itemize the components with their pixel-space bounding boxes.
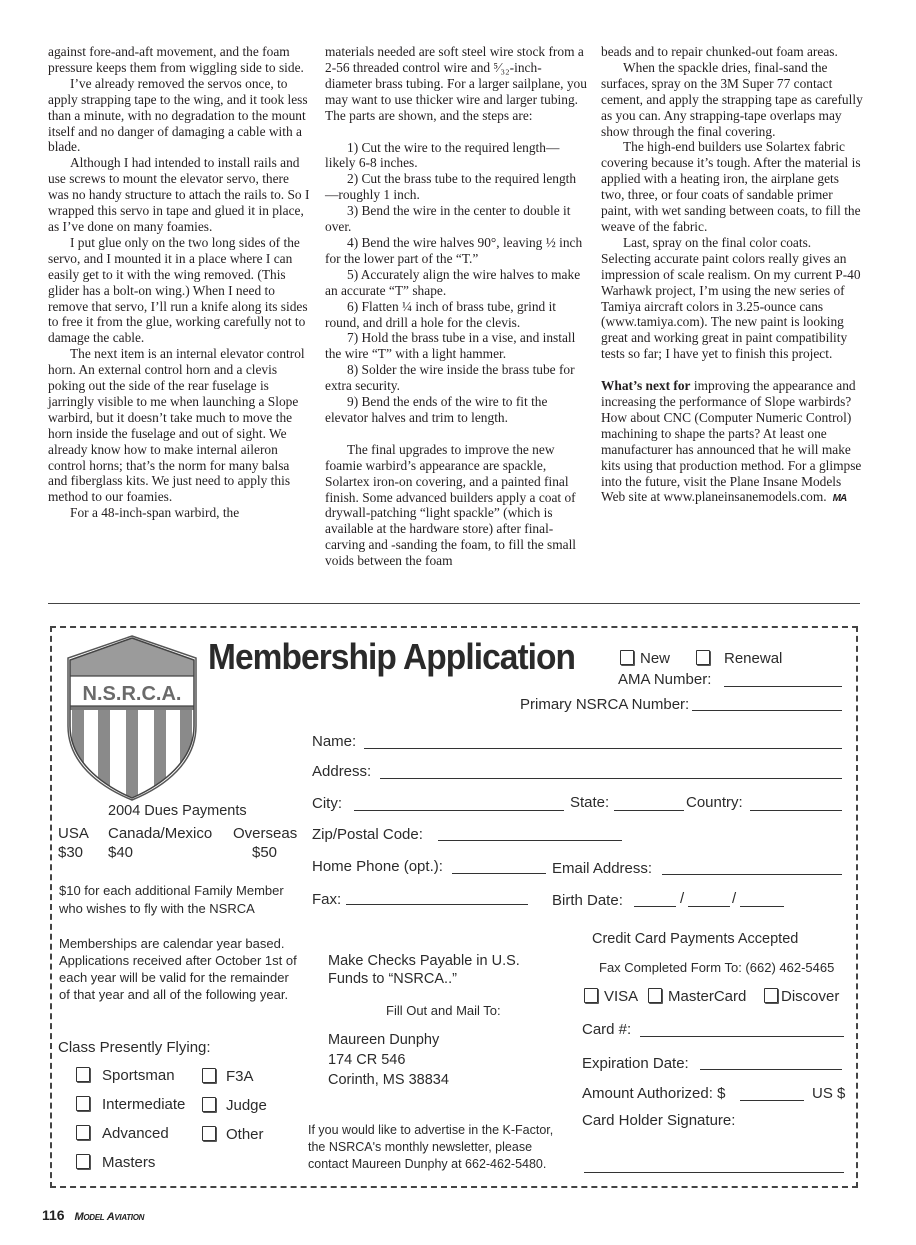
advertise-note-line: contact Maureen Dunphy at 662-462-5480.	[308, 1157, 547, 1171]
ama-number-field[interactable]	[724, 686, 842, 687]
amount-authorized-label: Amount Authorized: $	[582, 1085, 726, 1102]
checkbox-discover[interactable]	[764, 988, 778, 1003]
step-item: 8) Solder the wire inside the brass tube for extra security.	[325, 362, 575, 394]
city-label: City:	[312, 795, 342, 812]
section-divider	[48, 603, 860, 604]
step-item: 5) Accurately align the wire halves to make an accurate “T” shape.	[325, 266, 581, 298]
cut-line-left	[50, 626, 52, 1188]
cut-line-top	[50, 626, 858, 628]
city-field[interactable]	[354, 810, 564, 811]
paragraph: For a 48-inch-span warbird, the	[70, 505, 240, 521]
end-mark: MA	[832, 493, 847, 505]
article-column-2	[325, 44, 587, 569]
date-separator: /	[732, 890, 737, 907]
dues-title: 2004 Dues Payments	[108, 803, 247, 819]
fax-label: Fax:	[312, 891, 342, 908]
address-field[interactable]	[380, 778, 842, 779]
cut-line-right	[856, 626, 858, 1188]
dues-region-usa: USA	[58, 825, 89, 842]
paragraph: The next item is an internal elevator control horn. An external control horn and a clevis poking out the side of the rear fuselage is jarringly visible to me when launching a Slope warbird, but it doesn’t take much to move the horn inside the fuselage and out of sight. We already know how to make internal aileron control horns; that’s the norm for many balsa and fiberglass kits. We just need to apply this method to our foamies.	[48, 346, 305, 505]
dues-region-overseas: Overseas	[233, 825, 298, 842]
birth-month-field[interactable]	[634, 906, 676, 907]
whats-next-lead: What’s next for	[601, 378, 691, 394]
card-option-visa[interactable]: VISA	[584, 988, 638, 1005]
cut-line-bottom	[50, 1186, 858, 1188]
checkbox-advanced[interactable]	[76, 1125, 90, 1140]
step-item: 4) Bend the wire halves 90°, leaving ½ inch for the lower part of the “T.”	[325, 234, 583, 266]
calendar-note-line: Memberships are calendar year based.	[59, 936, 285, 951]
dues-price-overseas: $50	[252, 844, 278, 861]
class-option-advanced[interactable]: Advanced	[76, 1125, 169, 1142]
checkbox-other[interactable]	[202, 1126, 216, 1141]
primary-nsrca-field[interactable]	[692, 710, 842, 711]
dues-price-canada-mexico: $40	[108, 844, 134, 861]
signature-label: Card Holder Signature:	[582, 1112, 736, 1129]
paragraph: materials needed are soft steel wire stock from a 2-56 threaded control wire and ⁵⁄₃₂-inch-diameter brass tubing. For a larger sailplane, you may want to use thicker wire and larger tubing. The parts are shown, and the steps are:	[325, 44, 587, 123]
paragraph: The final upgrades to improve the new foamie warbird’s appearance are spackle, Solartex iron-on covering, and a painted final finish. Some advanced builders apply a coat of drywall-patching “light spackle” (which is available at the hardware store) after final-carving and -sanding the foam, to fill the small voids between the foam	[325, 441, 577, 569]
whats-next-body: improving the appearance and increasing the performance of Slope warbirds? How about CNC (Computer Numeric Control) machining to shape the parts? At least one manufacturer has announced that he will make kits using that production method. For a glimpse into the future, visit the Plane Insane Models Web site at www.planeinsanemodels.com.	[601, 378, 862, 505]
card-number-field[interactable]	[640, 1036, 844, 1037]
card-option-discover[interactable]: Discover	[764, 988, 839, 1005]
advertise-note-line: the NSRCA's monthly newsletter, please	[308, 1140, 533, 1154]
paragraph: Last, spray on the final color coats. Selecting accurate paint colors really gives an impression of scale realism. On my current P-40 Warhawk project, I’m using the new series of Tamiya aircraft colors in 3.25-ounce cans (www.tamiya.com). The new paint is looking great and working great in paint compatibility tests so far; I have yet to finish this project.	[601, 234, 861, 362]
mail-address-line: 174 CR 546	[328, 1052, 406, 1068]
step-item: 6) Flatten ¼ inch of brass tube, grind it round, and drill a hole for the clevis.	[325, 298, 557, 330]
family-note-line: who wishes to fly with the NSRCA	[59, 901, 255, 916]
paragraph: The high-end builders use Solartex fabric covering because it’s tough. After the material is applied with a heating iron, the airplane gets two, three, or four coats of sandable primer paint, with wet sanding between coats, to fill the weave of the fabric.	[601, 139, 861, 234]
step-item: 2) Cut the brass tube to the required length—roughly 1 inch.	[325, 171, 577, 203]
mail-address-line: Corinth, MS 38834	[328, 1072, 449, 1088]
birth-day-field[interactable]	[688, 906, 730, 907]
class-option-other[interactable]: Other	[202, 1126, 264, 1143]
whats-next-paragraph	[601, 378, 863, 507]
step-item: 3) Bend the wire in the center to double it over.	[325, 203, 571, 235]
class-option-judge[interactable]: Judge	[202, 1097, 267, 1114]
checkbox-mastercard[interactable]	[648, 988, 662, 1003]
class-option-intermediate[interactable]: Intermediate	[76, 1096, 185, 1113]
zip-label: Zip/Postal Code:	[312, 826, 423, 843]
signature-field[interactable]	[584, 1172, 844, 1173]
country-field[interactable]	[750, 810, 842, 811]
page-number: 116	[42, 1207, 65, 1223]
fax-form-line: Fax Completed Form To: (662) 462-5465	[599, 960, 835, 975]
address-label: Address:	[312, 763, 372, 780]
expiration-field[interactable]	[700, 1069, 842, 1070]
country-label: Country:	[686, 794, 743, 811]
state-field[interactable]	[614, 810, 684, 811]
mail-address-line: Maureen Dunphy	[328, 1032, 440, 1048]
step-item: 7) Hold the brass tube in a vise, and install the wire “T” with a light hammer.	[325, 330, 576, 362]
amount-field[interactable]	[740, 1100, 804, 1101]
family-note-line: $10 for each additional Family Member	[59, 883, 284, 898]
class-option-masters[interactable]: Masters	[76, 1154, 155, 1171]
page-footer	[42, 1207, 144, 1223]
home-phone-label: Home Phone (opt.):	[312, 858, 443, 875]
class-flying-title: Class Presently Flying:	[58, 1039, 211, 1056]
step-item: 1) Cut the wire to the required length—likely 6-8 inches.	[325, 139, 560, 171]
mail-to-label: Fill Out and Mail To:	[386, 1003, 501, 1018]
renewal-option[interactable]: Renewal	[696, 650, 782, 667]
paragraph: When the spackle dries, final-sand the surfaces, spray on the 3M Super 77 contact cement, and apply the strapping tape as carefully as you can. Any strapping-tape overlaps may show through the final covering.	[601, 59, 863, 139]
date-separator: /	[680, 890, 685, 907]
new-option[interactable]: New	[620, 650, 670, 667]
paragraph: beads and to repair chunked-out foam areas.	[601, 44, 838, 59]
name-label: Name:	[312, 733, 357, 750]
article-column-3	[601, 44, 863, 507]
checkbox-visa[interactable]	[584, 988, 598, 1003]
home-phone-field[interactable]	[452, 873, 546, 874]
birth-date-label: Birth Date:	[552, 892, 623, 909]
card-number-label: Card #:	[582, 1021, 632, 1038]
calendar-note-line: Applications received after October 1st of	[59, 953, 297, 968]
magazine-name: Model Aviation	[74, 1211, 145, 1223]
checkbox-sportsman[interactable]	[76, 1067, 90, 1082]
calendar-note-line: of that year and all of the following year.	[59, 987, 289, 1002]
step-item: 9) Bend the ends of the wire to fit the elevator halves and trim to length.	[325, 394, 548, 425]
checkbox-masters[interactable]	[76, 1154, 90, 1169]
checkbox-new[interactable]	[620, 650, 634, 665]
checkbox-renewal[interactable]	[696, 650, 710, 665]
ama-number-label: AMA Number:	[618, 671, 712, 688]
dues-price-usa: $30	[58, 844, 84, 861]
birth-year-field[interactable]	[740, 906, 784, 907]
name-field[interactable]	[364, 748, 842, 749]
email-label: Email Address:	[552, 860, 653, 877]
class-option-f3a[interactable]: F3A	[202, 1068, 254, 1085]
checkbox-intermediate[interactable]	[76, 1096, 90, 1111]
expiration-label: Expiration Date:	[582, 1055, 689, 1072]
card-option-mastercard[interactable]: MasterCard	[648, 988, 746, 1005]
state-label: State:	[570, 794, 610, 811]
dues-region-canada-mexico: Canada/Mexico	[108, 825, 213, 842]
fax-field[interactable]	[346, 904, 528, 905]
paragraph: I put glue only on the two long sides of the servo, and I mounted it in a place where I can easily get to it with the wing removed. (This glider has a bolt-on wing.) When I need to remove that servo, I’ll run a knife along its sides to free it from the glue, working carefully not to damage the cable.	[48, 234, 308, 346]
nsrca-shield-logo	[64, 634, 200, 802]
paragraph: I’ve already removed the servos once, to apply strapping tape to the wing, and it took less than a minute, with no degradation to the mount itself and no danger of damaging a cable with a blade.	[48, 75, 308, 155]
amount-currency-suffix: US $	[812, 1085, 846, 1102]
checkbox-judge[interactable]	[202, 1097, 216, 1112]
calendar-note-line: each year will be valid for the remainder	[59, 970, 289, 985]
primary-nsrca-label: Primary NSRCA Number:	[520, 696, 690, 713]
email-field[interactable]	[662, 874, 842, 875]
class-option-sportsman[interactable]: Sportsman	[76, 1067, 175, 1084]
paragraph: Although I had intended to install rails and use screws to mount the elevator servo, there was no handy structure to attach the rails to. So I wrapped this servo in tape and glued it in place, as I’ve done on many foamies.	[48, 155, 310, 234]
advertise-note-line: If you would like to advertise in the K-Factor,	[308, 1123, 554, 1137]
credit-card-title: Credit Card Payments Accepted	[592, 931, 799, 947]
checks-note-line: Funds to “NSRCA..”	[328, 971, 457, 987]
checkbox-f3a[interactable]	[202, 1068, 216, 1083]
membership-application-form	[50, 626, 858, 1188]
checks-note-line: Make Checks Payable in U.S.	[328, 953, 520, 969]
zip-field[interactable]	[438, 840, 622, 841]
paragraph: against fore-and-aft movement, and the foam pressure keeps them from wiggling side to side.	[48, 44, 304, 75]
form-title: Membership Application	[208, 636, 576, 677]
logo-text: N.S.R.C.A.	[82, 683, 182, 705]
article-column-1	[48, 44, 310, 521]
